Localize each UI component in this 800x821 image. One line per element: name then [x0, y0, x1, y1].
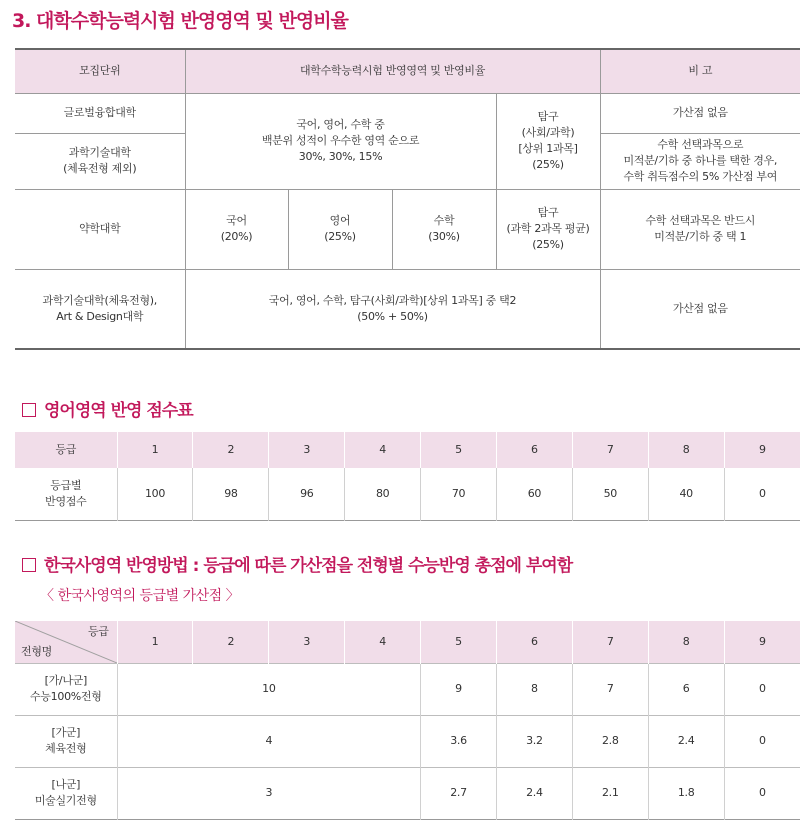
grade-cell: 4 — [345, 432, 421, 468]
row3-unit: 약학대학 — [15, 189, 185, 269]
header-unit: 모집단위 — [15, 49, 185, 93]
row1-merged-reflection: 국어, 영어, 수학 중 백분위 성적이 우수한 영역 순으로 30%, 30%, 15% — [185, 93, 496, 189]
row3-tamgu: 탐구 (과학 2과목 평균) (25%) — [496, 189, 600, 269]
score-cell: 0 — [724, 468, 800, 520]
page-title: 3. 대학수학능력시험 반영영역 및 반영비율 — [12, 10, 348, 32]
bonus-cell: 0 — [724, 663, 800, 715]
score-cell: 98 — [193, 468, 269, 520]
bonus-cell: 0 — [724, 715, 800, 767]
square-bullet-icon — [22, 403, 36, 417]
merged-bonus-cell: 10 — [117, 663, 421, 715]
type-name-cell: [가군] 체육전형 — [15, 715, 117, 767]
bonus-cell: 2.4 — [648, 715, 724, 767]
score-cell: 96 — [269, 468, 345, 520]
grade-cell: 4 — [345, 621, 421, 663]
type-name-cell: [나군] 미술실기전형 — [15, 767, 117, 819]
grade-cell: 7 — [572, 621, 648, 663]
grade-cell: 1 — [117, 432, 193, 468]
grade-cell: 6 — [496, 432, 572, 468]
score-row — [15, 468, 800, 520]
score-cell: 50 — [572, 468, 648, 520]
row4-note: 가산점 없음 — [600, 269, 800, 349]
grade-cell: 2 — [193, 621, 269, 663]
bonus-cell: 6 — [648, 663, 724, 715]
grade-cell: 9 — [724, 621, 800, 663]
korean-history-caption: 〈 한국사영역의 등급별 가산점 〉 — [40, 588, 240, 604]
grade-cell: 6 — [496, 621, 572, 663]
grade-cell: 8 — [648, 432, 724, 468]
row3-korean: 국어 (20%) — [185, 189, 288, 269]
grade-cell: 3 — [269, 432, 345, 468]
row2-unit: 과학기술대학 (체육전형 제외) — [15, 133, 185, 189]
row1-tamgu: 탐구 (사회/과학) [상위 1과목] (25%) — [496, 93, 600, 189]
grade-cell: 9 — [724, 432, 800, 468]
header-note: 비 고 — [600, 49, 800, 93]
bonus-cell: 1.8 — [648, 767, 724, 819]
score-cell: 80 — [345, 468, 421, 520]
merged-bonus-cell: 4 — [117, 715, 421, 767]
korean-history-bonus-table — [15, 621, 800, 820]
bonus-cell: 3.6 — [421, 715, 497, 767]
table-row — [15, 663, 800, 715]
bonus-cell: 2.8 — [572, 715, 648, 767]
table-row — [15, 189, 800, 269]
grade-cell: 3 — [269, 621, 345, 663]
korean-history-section-title: 한국사영역 반영방법 : 등급에 따른 가산점을 전형별 수능반영 총점에 부여함 — [22, 551, 572, 576]
table-header-row — [15, 49, 800, 93]
grade-label: 등급 — [15, 432, 117, 468]
english-score-table — [15, 432, 800, 521]
diagonal-header-cell — [15, 621, 117, 663]
table-row — [15, 715, 800, 767]
csat-reflection-table — [15, 48, 800, 350]
row1-note: 가산점 없음 — [600, 93, 800, 133]
bonus-cell: 2.7 — [421, 767, 497, 819]
bonus-cell: 9 — [421, 663, 497, 715]
grade-cell: 8 — [648, 621, 724, 663]
merged-bonus-cell: 3 — [117, 767, 421, 819]
header-grade-label: 등급 — [87, 625, 109, 638]
score-cell: 60 — [496, 468, 572, 520]
bonus-cell: 7 — [572, 663, 648, 715]
score-label: 등급별 반영점수 — [45, 478, 87, 508]
bonus-cell: 8 — [496, 663, 572, 715]
table-row — [15, 269, 800, 349]
square-bullet-icon — [22, 558, 36, 572]
bonus-cell: 2.4 — [496, 767, 572, 819]
row3-english: 영어 (25%) — [288, 189, 392, 269]
row3-note: 수학 선택과목은 반드시 미적분/기하 중 택 1 — [600, 189, 800, 269]
grade-cell: 5 — [421, 432, 497, 468]
grade-cell: 5 — [421, 621, 497, 663]
grade-cell: 2 — [193, 432, 269, 468]
score-cell: 40 — [648, 468, 724, 520]
bonus-cell: 3.2 — [496, 715, 572, 767]
score-cell: 100 — [117, 468, 193, 520]
row1-unit: 글로벌융합대학 — [15, 93, 185, 133]
grade-cell: 1 — [117, 621, 193, 663]
bonus-cell: 0 — [724, 767, 800, 819]
row3-math: 수학 (30%) — [392, 189, 496, 269]
row4-unit: 과학기술대학(체육전형), Art & Design대학 — [15, 269, 185, 349]
row2-note: 수학 선택과목으로 미적분/기하 중 하나를 택한 경우, 수학 취득점수의 5% 가산점 부여 — [600, 133, 800, 189]
grade-header-row — [15, 432, 800, 468]
bonus-cell: 2.1 — [572, 767, 648, 819]
score-cell: 70 — [421, 468, 497, 520]
grade-cell: 7 — [572, 432, 648, 468]
grade-header-row — [15, 621, 800, 663]
english-section-title: 영어영역 반영 점수표 — [22, 396, 193, 421]
row4-merged-reflection: 국어, 영어, 수학, 탐구(사회/과학)[상위 1과목] 중 택2 (50% + 50%) — [185, 269, 600, 349]
header-type-label: 전형명 — [21, 644, 52, 658]
table-row — [15, 93, 800, 133]
table-row — [15, 767, 800, 819]
type-name-cell: [가/나군] 수능100%전형 — [15, 663, 117, 715]
header-reflection: 대학수학능력시험 반영영역 및 반영비율 — [185, 49, 600, 93]
